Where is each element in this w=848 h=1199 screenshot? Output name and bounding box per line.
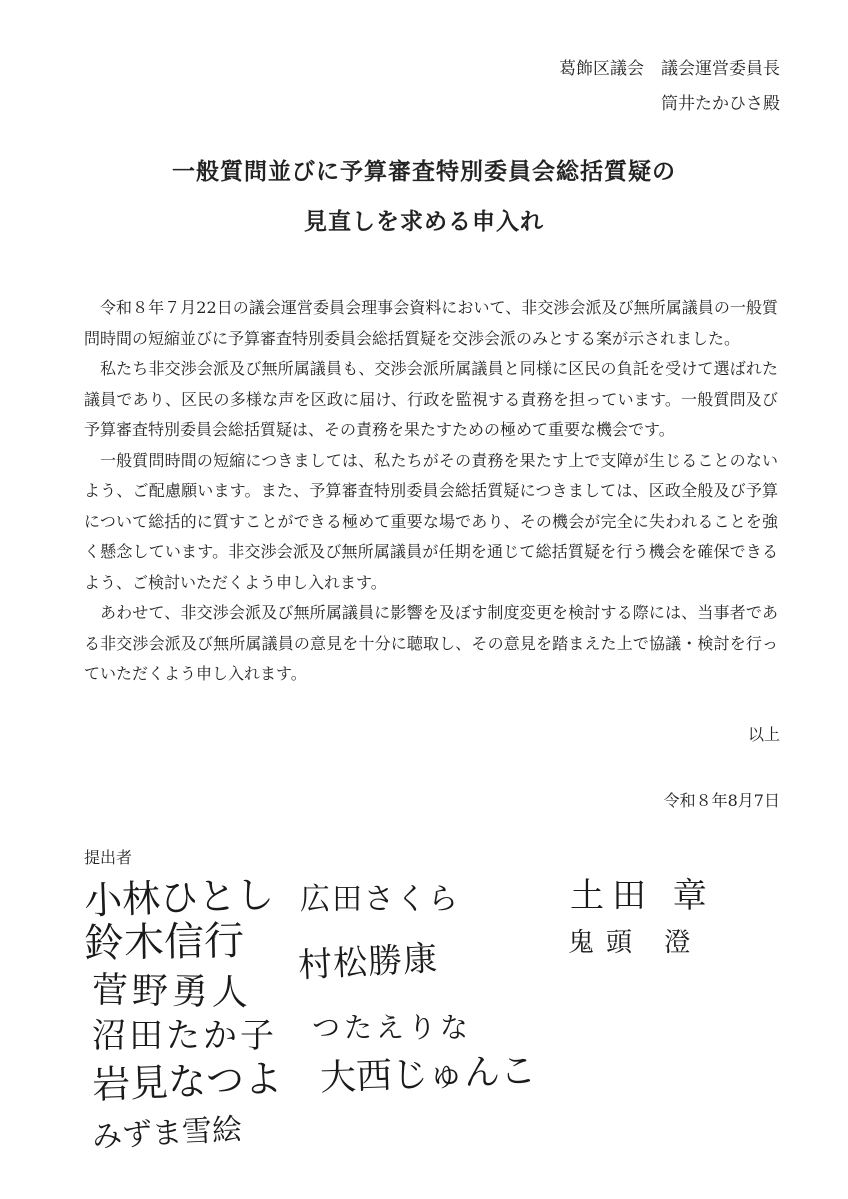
document-date: 令和８年8月7日 <box>663 791 780 810</box>
signature-kobayashi: 小林ひとし <box>83 872 275 923</box>
signature-onishi: 大西じゅんこ <box>319 1050 537 1099</box>
body-paragraph-2: 私たち非交渉会派及び無所属議員も、交渉会派所属議員と同様に区民の負託を受けて選ばれた議員であり、区民の多様な声を区政に届け、行政を監視する責務を担っています。一般質問及び予算審査特別委員会総括質疑は、その責務を果たすための極めて重要な機会です。 <box>84 359 778 439</box>
signature-tsuta: つたえりな <box>312 1011 473 1044</box>
body-paragraph-4: あわせて、非交渉会派及び無所属議員に影響を及ぼす制度変更を検討する際には、当事者である非交渉会派及び無所属議員の意見を十分に聴取し、その意見を踏まえた上で協議・検討を行っていただくよう申し入れます。 <box>84 603 778 683</box>
signature-muramatsu: 村松勝康 <box>297 938 440 986</box>
submitter-label: 提出者 <box>84 848 133 867</box>
signature-mizuma: みずま雪絵 <box>91 1112 243 1155</box>
body-paragraph-3: 一般質問時間の短縮につきましては、私たちがその責務を果たす上で支障が生じることのないよう、ご配慮願います。また、予算審査特別委員会総括質疑につきましては、区政全般及び予算について総括的に質すことができる極めて重要な場であり、その機会が完全に失われることを強く懸念しています。非交渉会派及び無所属議員が任期を通じて総括質疑を行う機会を確保できるよう、ご検討いただくよう申し入れます。 <box>84 450 778 592</box>
document-title-line-1: 一般質問並びに予算審査特別委員会総括質疑の <box>172 159 676 185</box>
signature-numata: 沼田たか子 <box>92 1016 277 1056</box>
signature-kanno: 菅野勇人 <box>91 970 253 1014</box>
signature-hirota: 広田さくら <box>300 882 460 917</box>
signature-iwami: 岩見なつよ <box>91 1056 283 1107</box>
body-paragraph-1: 令和８年７月22日の議会運営委員会理事会資料において、非交渉会派及び無所属議員の一般質問時間の短縮並びに予算審査特別委員会総括質疑を交渉会派のみとする案が示されました。 <box>84 298 778 348</box>
signature-suzuki: 鈴木信行 <box>83 918 245 967</box>
signature-kito: 鬼頭 澄 <box>568 928 703 958</box>
addressee-name: 筒井たかひさ殿 <box>661 94 780 114</box>
addressee-committee: 葛飾区議会 議会運営委員長 <box>559 59 780 79</box>
document-title-line-2: 見直しを求める申入れ <box>304 209 544 235</box>
body-text <box>84 293 778 690</box>
signature-tsuchida: 土田 章 <box>570 876 715 916</box>
addressee-block <box>559 52 780 122</box>
closing-word: 以上 <box>747 725 780 744</box>
